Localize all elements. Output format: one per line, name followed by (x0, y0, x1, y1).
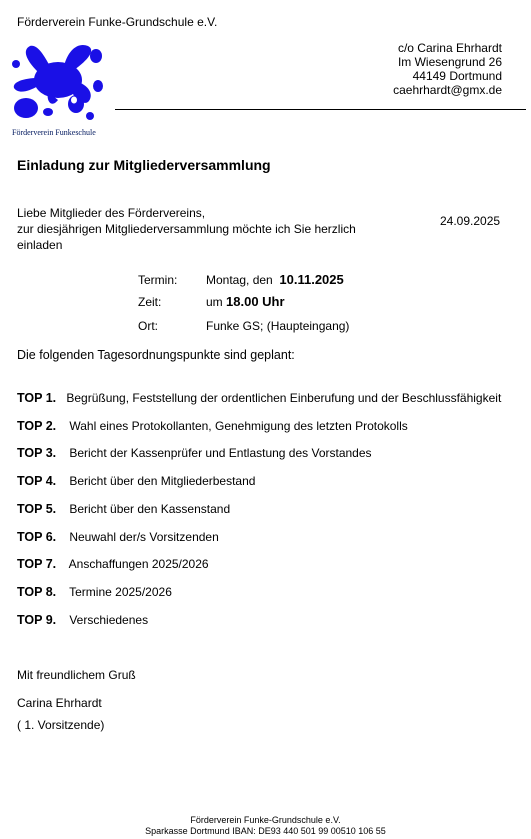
termin-value (206, 272, 344, 287)
signatory-role: ( 1. Vorsitzende) (17, 718, 105, 732)
zeit-label: Zeit: (138, 295, 162, 309)
logo-caption: Förderverein Funkeschule (12, 128, 96, 137)
agenda-text: Verschiedenes (69, 613, 149, 627)
agenda-text: Bericht über den Mitgliederbestand (69, 474, 256, 488)
agenda-item (17, 474, 255, 492)
zeit-value (206, 294, 285, 309)
intro-line: zur diesjährigen Mitgliederversammlung möchte ich Sie herzlich (17, 222, 356, 236)
signatory-name: Carina Ehrhardt (17, 696, 102, 710)
header-divider (115, 109, 526, 110)
agenda-text: Neuwahl der/s Vorsitzenden (69, 530, 219, 544)
agenda-number: TOP 8. (17, 585, 57, 599)
ort-label: Ort: (138, 319, 158, 333)
intro-paragraph (17, 205, 417, 253)
footer-bank: Sparkasse Dortmund IBAN: DE93 440 501 99 00510 106 55 (145, 826, 386, 836)
agenda-number: TOP 1. (17, 391, 57, 405)
agenda-item (17, 391, 501, 409)
agenda-item (17, 502, 230, 520)
agenda-text: Anschaffungen 2025/2026 (68, 557, 209, 571)
termin-prefix: Montag, den (206, 273, 273, 287)
document-title: Einladung zur Mitgliederversammlung (17, 157, 271, 173)
footer (0, 815, 531, 837)
sender-address (393, 41, 502, 97)
agenda-number: TOP 3. (17, 446, 57, 460)
intro-line: einladen (17, 238, 63, 252)
agenda-text: Bericht der Kassenprüfer und Entlastung des Vorstandes (69, 446, 372, 460)
agenda-text: Wahl eines Protokollanten, Genehmigung des letzten Protokolls (69, 419, 408, 433)
footer-line: Förderverein Funke-Grundschule e.V. (190, 815, 341, 825)
agenda-item (17, 446, 372, 464)
address-line: Im Wiesengrund 26 (397, 55, 502, 69)
address-email: caehrhardt@gmx.de (393, 83, 502, 97)
agenda-number: TOP 6. (17, 530, 57, 544)
agenda-item (17, 557, 209, 575)
agenda-number: TOP 5. (17, 502, 57, 516)
address-line: 44149 Dortmund (412, 69, 502, 83)
agenda-number: TOP 4. (17, 474, 57, 488)
agenda-item (17, 613, 148, 631)
letter-date: 24.09.2025 (440, 214, 501, 228)
splash-logo-icon (8, 42, 106, 128)
intro-line: Liebe Mitglieder des Fördervereins, (17, 206, 206, 220)
agenda-item (17, 585, 172, 603)
zeit-prefix: um (206, 295, 223, 309)
agenda-item (17, 419, 408, 437)
agenda-intro: Die folgenden Tagesordnungspunkte sind geplant: (17, 348, 295, 362)
ort-value: Funke GS; (Haupteingang) (206, 319, 350, 333)
address-line: c/o Carina Ehrhardt (397, 41, 502, 55)
agenda-text: Termine 2025/2026 (69, 585, 172, 599)
agenda-text: Bericht über den Kassenstand (69, 502, 231, 516)
logo (8, 42, 106, 142)
termin-label: Termin: (138, 273, 178, 287)
agenda-text: Begrüßung, Feststellung der ordentlichen Einberufung und der Beschlussfähigkeit (66, 391, 502, 405)
agenda-item (17, 530, 219, 548)
organization-header: Förderverein Funke-Grundschule e.V. (17, 15, 218, 29)
agenda-number: TOP 2. (17, 419, 57, 433)
closing-greeting: Mit freundlichem Gruß (17, 668, 136, 682)
agenda-number: TOP 7. (17, 557, 57, 571)
termin-date: 10.11.2025 (279, 272, 344, 287)
zeit-time: 18.00 Uhr (226, 294, 285, 309)
agenda-number: TOP 9. (17, 613, 57, 627)
